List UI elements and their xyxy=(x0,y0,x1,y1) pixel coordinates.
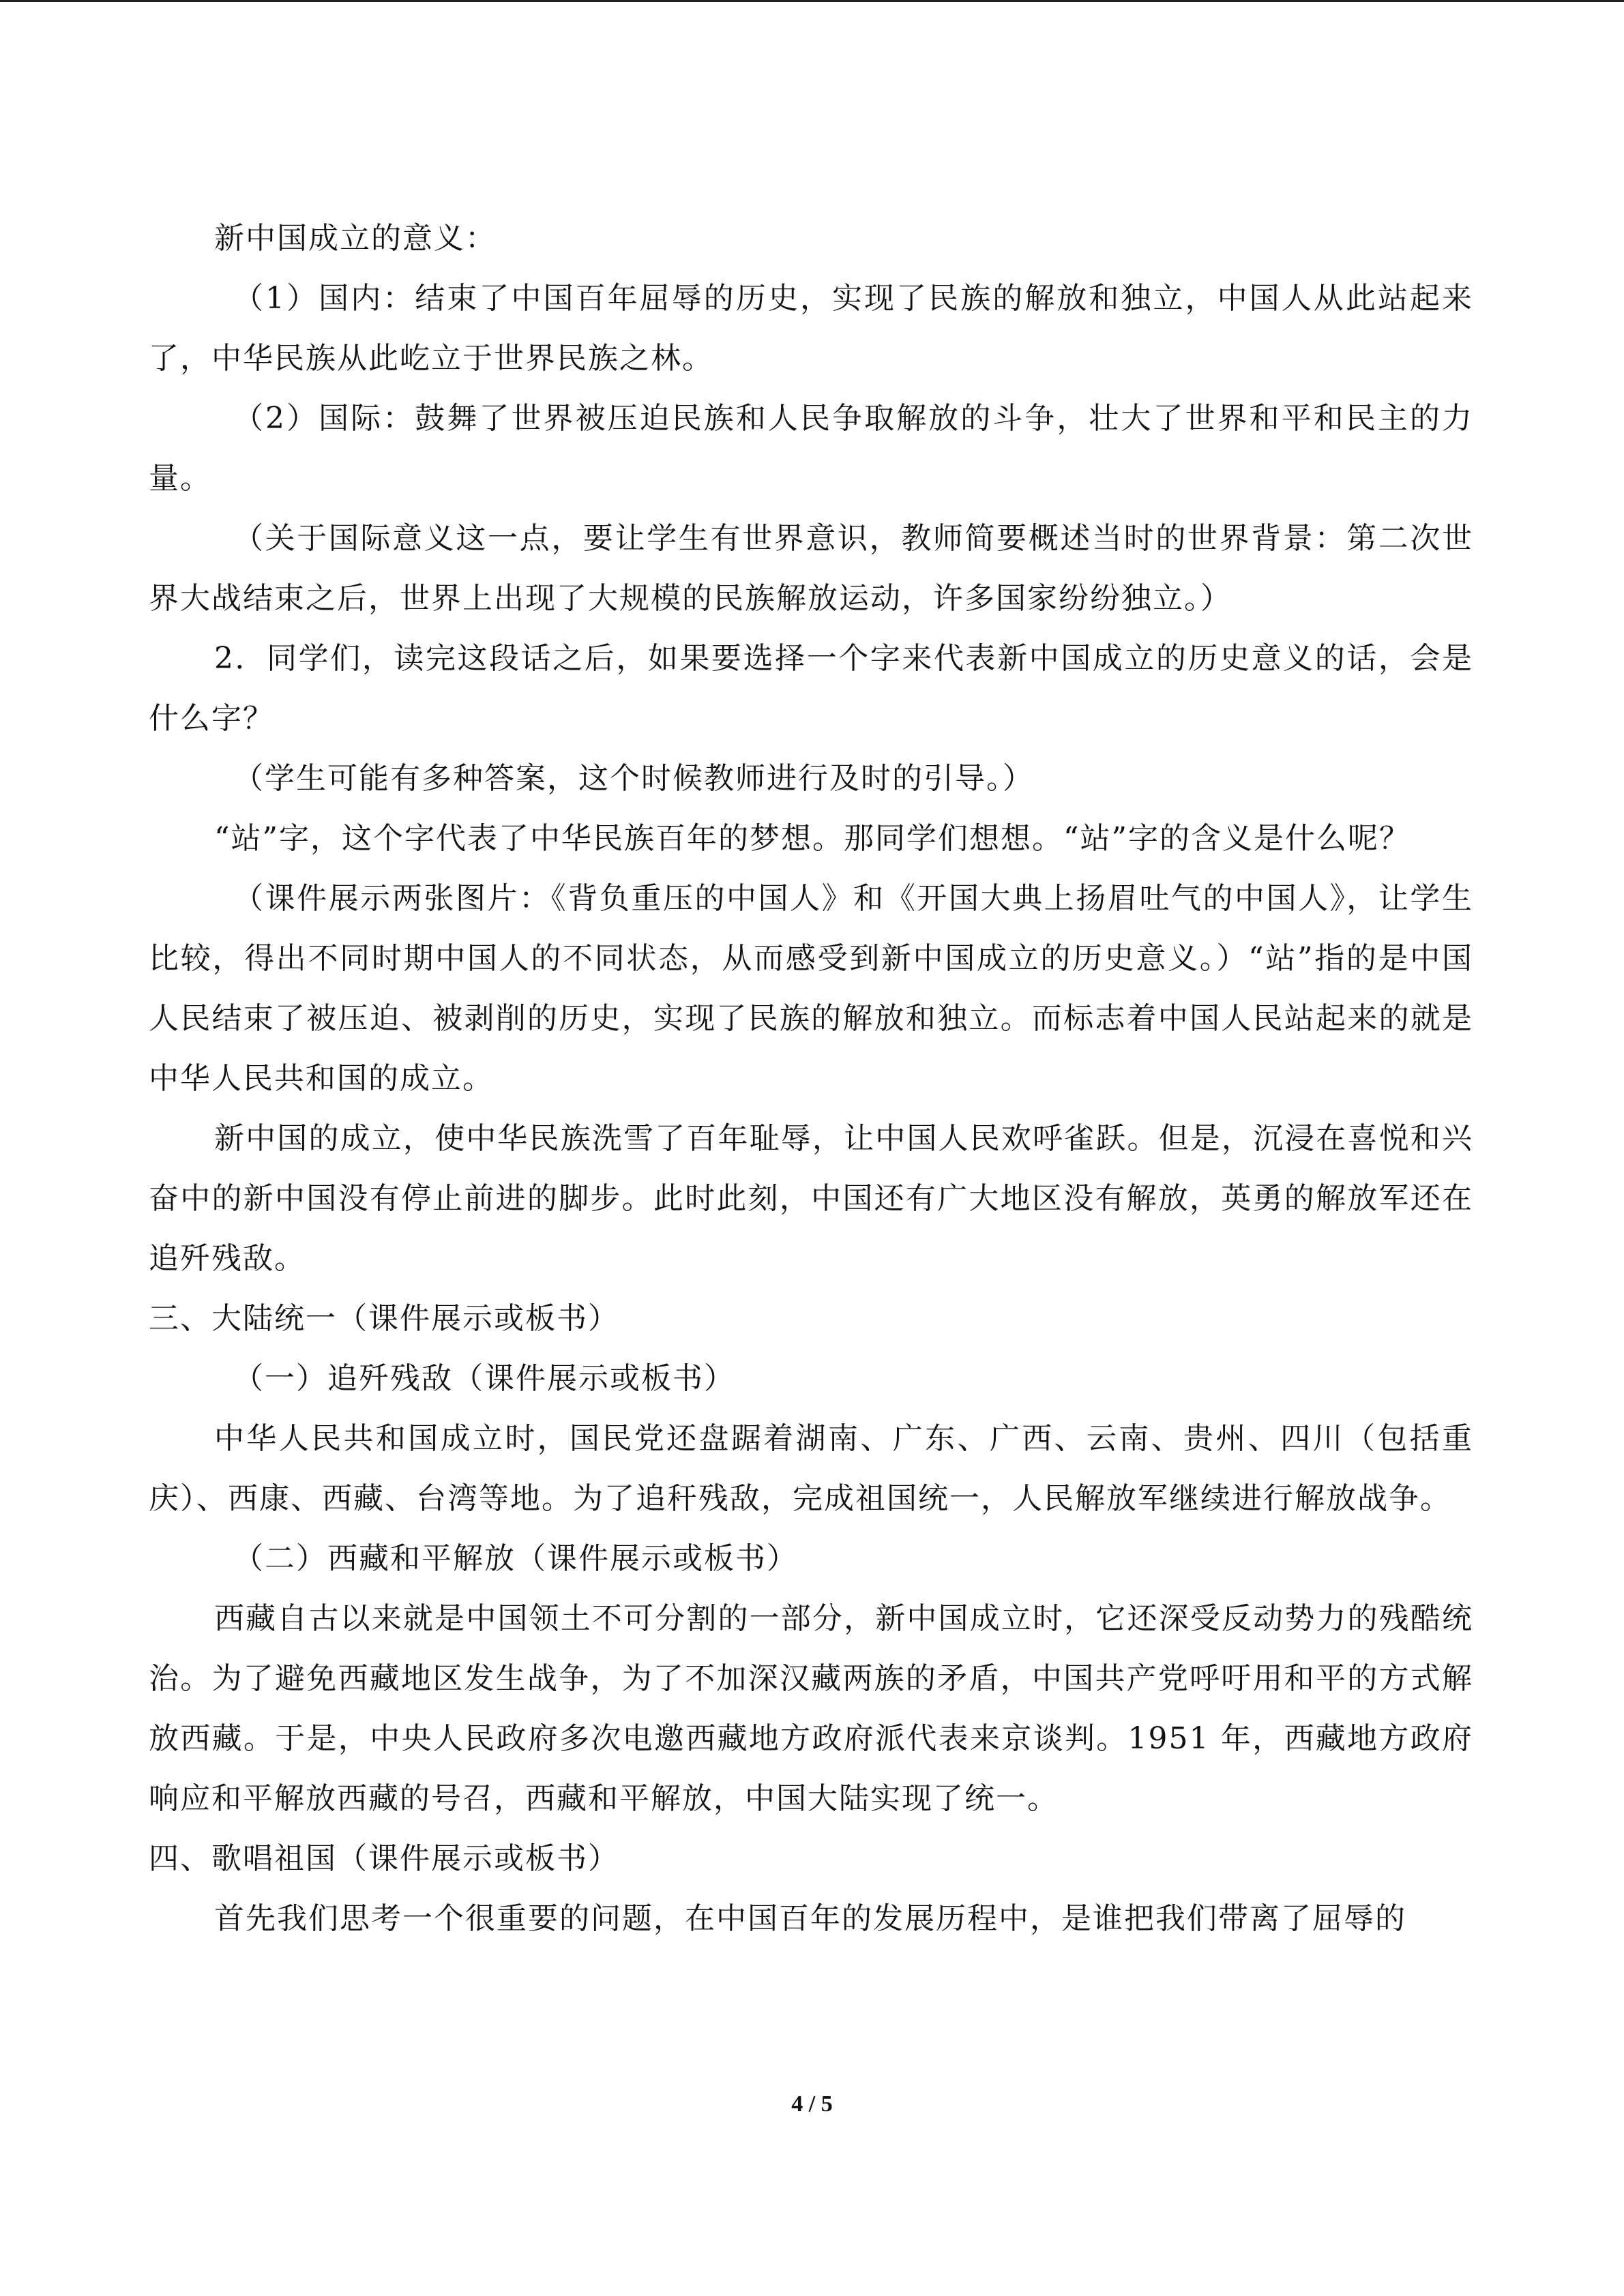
section-heading-mainland-unification: 三、大陆统一（课件展示或板书） xyxy=(149,1301,619,1336)
paragraph-kmt-regions: 中华人民共和国成立时，国民党还盘踞着湖南、广东、广西、云南、贵州、四川（包括重庆）、西康、西藏、台湾等地。为了追秆残敌，完成祖国统一，人民解放军继续进行解放战争。 xyxy=(149,1421,1473,1516)
subsection-heading-tibet-liberation: （二）西藏和平解放（课件展示或板书） xyxy=(233,1541,798,1576)
paragraph-key-question: 首先我们思考一个很重要的问题，在中国百年的发展历程中，是谁把我们带离了屈辱的 xyxy=(214,1901,1406,1936)
subsection-heading-pursuit: （一）追歼残敌（课件展示或板书） xyxy=(233,1361,735,1396)
paragraph-question-choose-character: 2．同学们，读完这段话之后，如果要选择一个字来代表新中国成立的历史意义的话，会是什么字？ xyxy=(149,641,1473,736)
paragraph-teacher-note-world-background: （关于国际意义这一点，要让学生有世界意识，教师简要概述当时的世界背景：第二次世界大战结束之后，世界上出现了大规模的民族解放运动，许多国家纷纷独立。） xyxy=(149,521,1473,616)
paragraph-teacher-guidance-note: （学生可能有多种答案，这个时候教师进行及时的引导。） xyxy=(233,761,1034,796)
page-number: 4 / 5 xyxy=(791,2091,833,2117)
top-border-line xyxy=(0,0,1624,2)
paragraph-domestic-significance: （1）国内：结束了中国百年屈辱的历史，实现了民族的解放和独立，中国人从此站起来了，中华民族从此屹立于世界民族之林。 xyxy=(149,281,1473,376)
paragraph-new-china-founding: 新中国的成立，使中华民族洗雪了百年耻辱，让中国人民欢呼雀跃。但是，沉浸在喜悦和兴奋中的新中国没有停止前进的脚步。此时此刻，中国还有广大地区没有解放，英勇的解放军还在追歼残敌。 xyxy=(149,1121,1473,1276)
paragraph-zhan-character: “站”字，这个字代表了中华民族百年的梦想。那同学们想想。“站”字的含义是什么呢？ xyxy=(214,821,1411,856)
section-heading-sing-motherland: 四、歌唱祖国（课件展示或板书） xyxy=(149,1841,619,1876)
paragraph-courseware-images: （课件展示两张图片：《背负重压的中国人》和《开国大典上扬眉吐气的中国人》，让学生比较，得出不同时期中国人的不同状态，从而感受到新中国成立的历史意义。）“站”指的是中国人民结束了被压迫、被剥削的历史，实现了民族的解放和独立。而标志着中国人民站起来的就是中华人民共和国的成立。 xyxy=(149,881,1473,1096)
paragraph-tibet-history: 西藏自古以来就是中国领土不可分割的一部分，新中国成立时，它还深受反动势力的残酷统治。为了避免西藏地区发生战争，为了不加深汉藏两族的矛盾，中国共产党呼吁用和平的方式解放西藏。于是，中央人民政府多次电邀西藏地方政府派代表来京谈判。1951 年，西藏地方政府响应和平解放西藏的号召，西藏和平解放，中国大陆实现了统一。 xyxy=(149,1601,1473,1816)
paragraph-international-significance: （2）国际：鼓舞了世界被压迫民族和人民争取解放的斗争，壮大了世界和平和民主的力量。 xyxy=(149,401,1473,496)
paragraph-significance-heading: 新中国成立的意义： xyxy=(214,221,497,256)
document-body xyxy=(149,209,1473,1949)
